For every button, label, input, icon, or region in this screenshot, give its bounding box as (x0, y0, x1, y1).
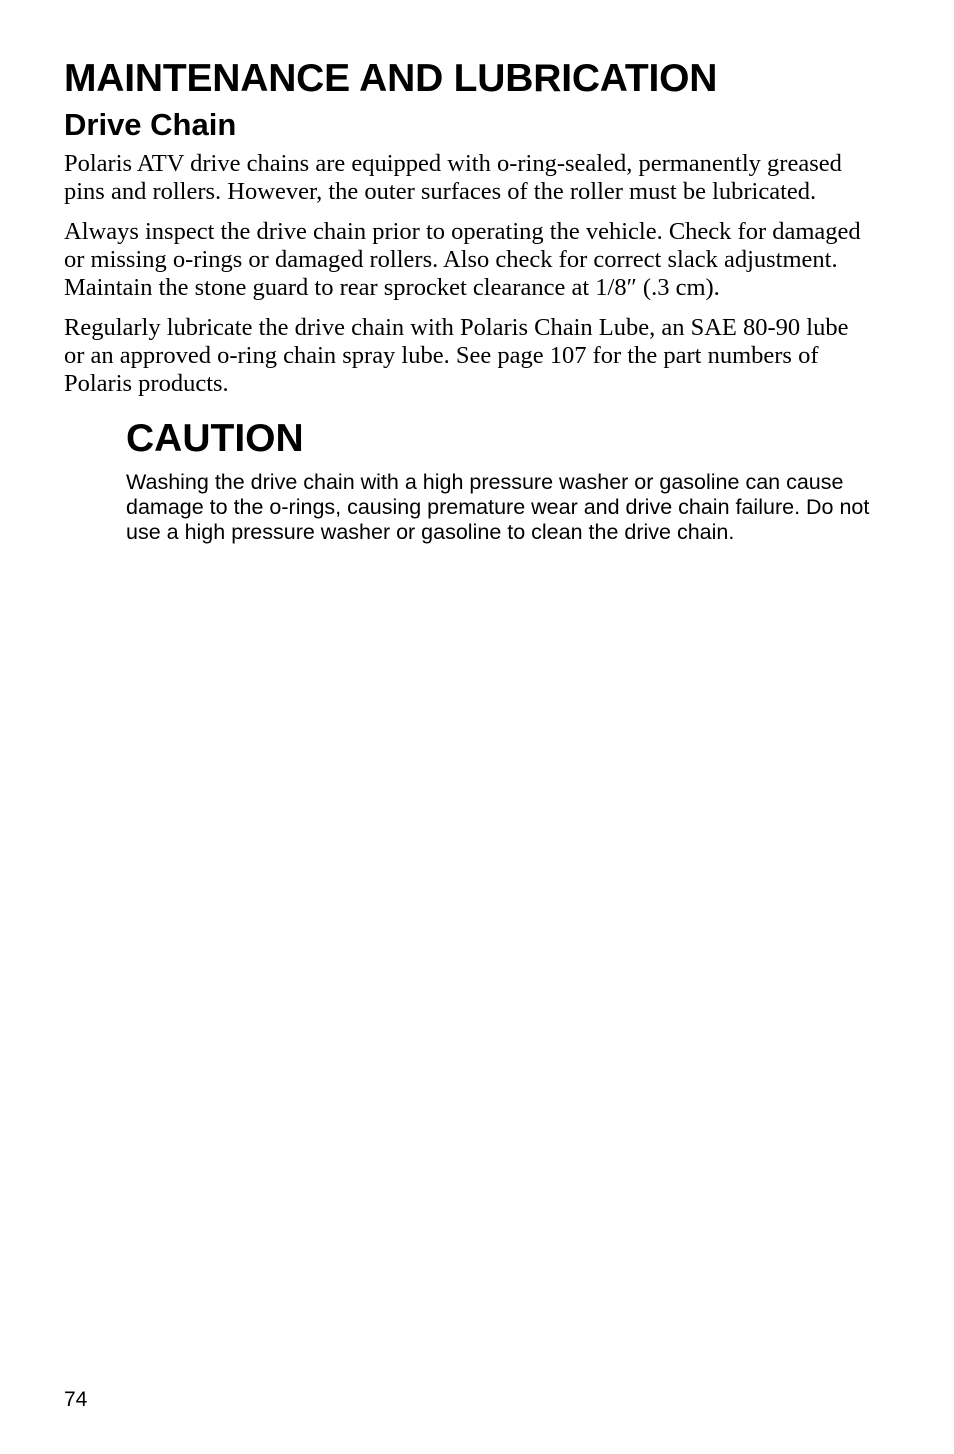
page-number: 74 (64, 1388, 88, 1411)
caution-text: Washing the drive chain with a high pressure washer or gasoline can cause damage to the o-rings, causing premature wear and drive chain failure. Do not use a high pressure washer or gasoline to clean the drive chain. (126, 470, 870, 544)
subsection-title: Drive Chain (64, 107, 237, 142)
paragraph-chain-lubrication: Regularly lubricate the drive chain with Polaris Chain Lube, an SAE 80-90 lube or an approved o-ring chain spray lube. See page 107 for the part numbers of Polaris products. (64, 314, 849, 397)
paragraph-chain-construction: Polaris ATV drive chains are equipped with o-ring-sealed, permanently greased pins and rollers. However, the outer surfaces of the roller must be lubricated. (64, 150, 842, 205)
section-title: MAINTENANCE AND LUBRICATION (64, 57, 718, 100)
caution-heading: CAUTION (126, 417, 304, 460)
caution-block (126, 416, 871, 545)
paragraph-chain-inspection: Always inspect the drive chain prior to operating the vehicle. Check for damaged or missing o-rings or damaged rollers. Also check for correct slack adjustment. Maintain the stone guard to rear sprocket clearance at 1/8″ (.3 cm). (64, 218, 861, 301)
page-content (64, 56, 870, 545)
